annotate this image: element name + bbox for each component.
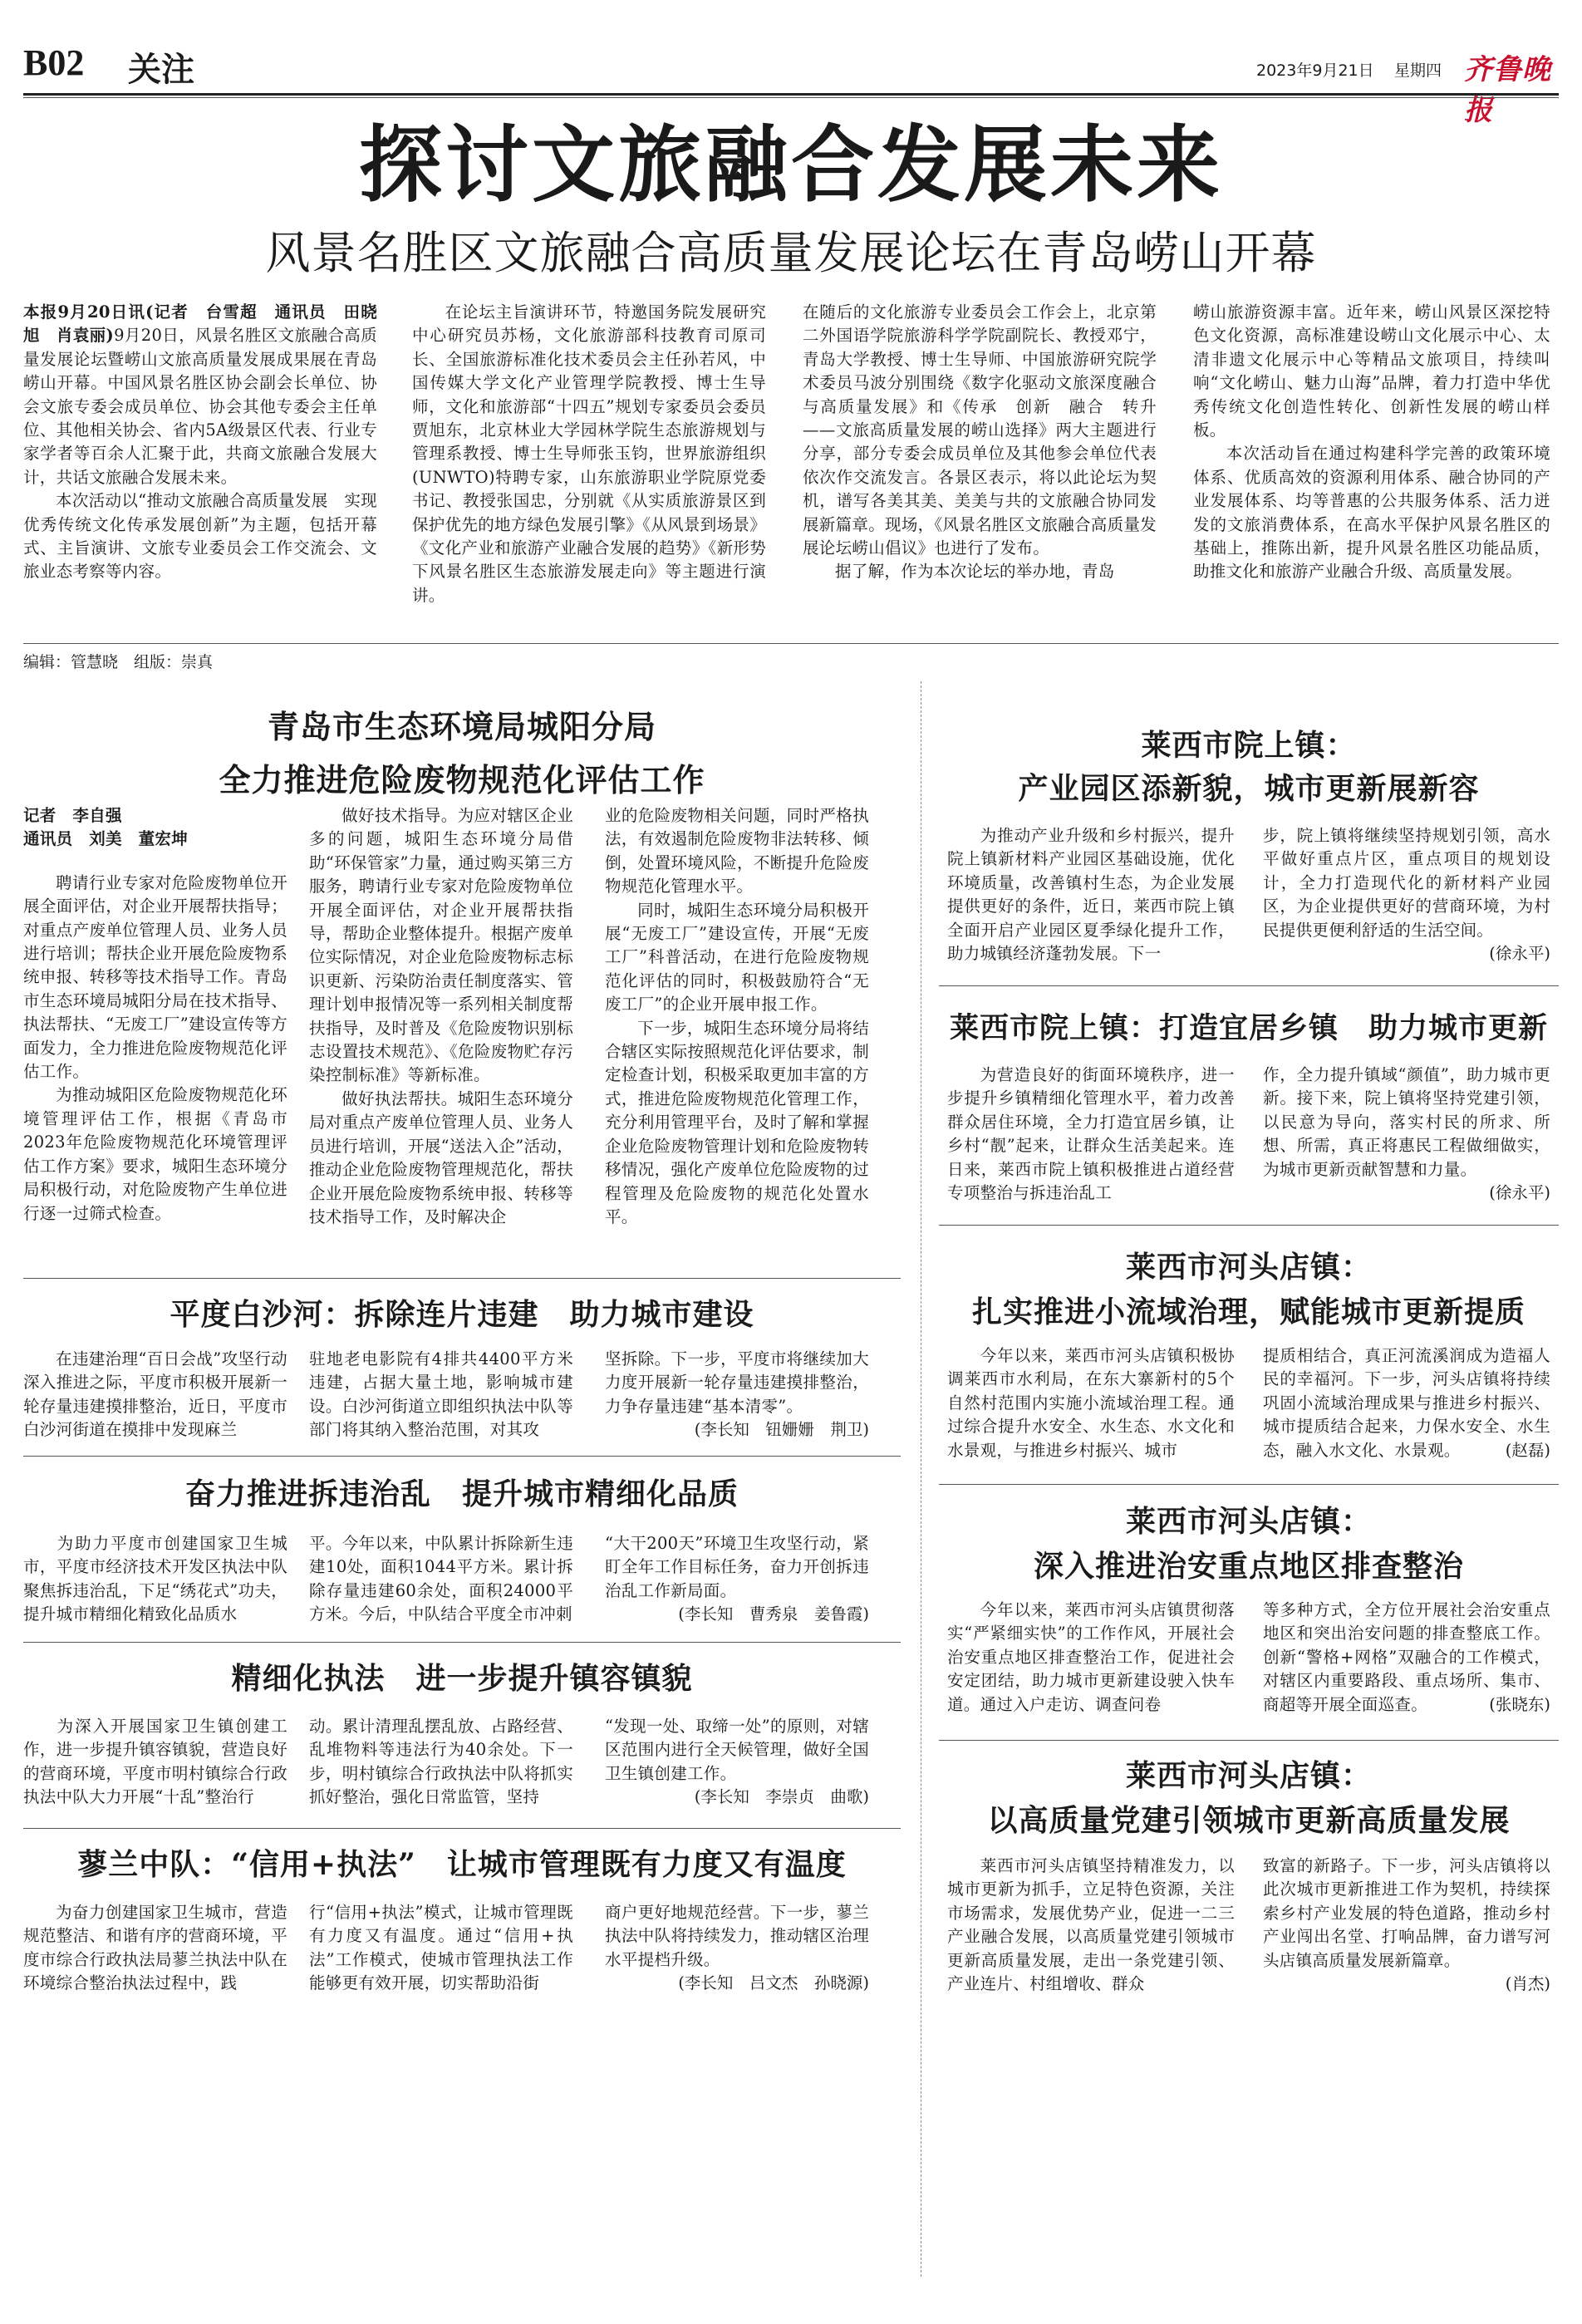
article-chaiwei-col1 [23,1532,287,1627]
article-hetoudian-1-col1 [947,1344,1235,1462]
article-paragraph: 做好执法帮扶。城阳生态环境分局对重点产废单位管理人员、业务人员进行培训，开展“送法入企”活动，推动企业危险废物管理规范化，帮扶企业开展危险废物系统申报、转移等技术指导工作，及时解决企 [309,1088,573,1226]
article-signature: (徐永平) [1489,1183,1550,1203]
lead-paragraph: 在随后的文化旅游专业委员会工作会上，北京第二外国语学院旅游科学学院副院长、教授邓宁，青岛大学教授、博士生导师、中国旅游研究院学术委员马波分别围绕《数字化驱动文旅深度融合与高质量发展》和《传承 创新 融合 转升——文旅高质量发展的崂山选择》两大主题进行分享，部分专委会成员单位及其他参会单位代表依次作交流发言。各景区表示，将以此论坛为契机，谱写各美其美、美美与共的文旅融合协同发展新篇章。现场，《风景名胜区文旅融合高质量发展论坛崂山倡议》也进行了发布。 [803,302,1157,558]
article-title-line1: 莱西市河头店镇： [1125,1758,1372,1793]
article-hetoudian-3 [939,1755,1559,1841]
lead-paragraph: 本次活动旨在通过构建科学完善的政策环境体系、优质高效的资源利用体系、融合协同的产业发展体系、均等普惠的公共服务体系、活力迸发的文旅消费体系，在高水平保护风景名胜区的基础上，推陈出新，提升风景名胜区功能品质，助推文化和旅游产业融合升级、高质量发展。 [1193,444,1550,582]
reporter-byline: 通讯员 刘美 董宏坤 [23,829,189,849]
article-chengyang-col2 [309,804,573,1229]
article-paragraph: 行“信用+执法”模式，让城市管理既有力度又有温度。通过“信用+执法”工作模式，使城市管理执法工作能够更有效开展，切实帮助沿街 [309,1903,573,1993]
article-hetoudian-3-col1 [947,1855,1235,1996]
article-paragraph: 今年以来，莱西市河头店镇贯彻落实“严紧细实快”的工作作风，开展社会治安重点地区排查整治工作，促进社会安定团结，助力城市更新建设驶入快车道。通过入户走访、调查问卷 [947,1600,1235,1714]
article-paragraph: 今年以来，莱西市河头店镇积极协调莱西市水利局，在东大寨新村的5个自然村范围内实施小流域治理工程。通过综合提升水安全、水生态、水文化和水景观，与推进乡村振兴、城市 [947,1346,1235,1460]
article-signature: (张晓东) [1489,1695,1550,1715]
issue-date: 2023年9月21日 [1256,61,1374,80]
article-baishahe-col2 [309,1348,573,1442]
reporter-byline: 记者 李自强 [23,806,122,825]
issue-weekday: 星期四 [1394,61,1442,80]
article-signature: (徐永平) [1489,944,1550,964]
article-chaiwei-col2 [309,1532,573,1627]
article-yuanshang-2-col1 [947,1064,1235,1205]
section-name: 关注 [128,50,194,89]
editor-credit: 编辑：管慧晓 组版：崇真 [23,653,214,671]
article-mingcun-col1 [23,1715,287,1810]
article-yuanshang-1-col2 [1263,824,1550,965]
article-baishahe-col1 [23,1348,287,1442]
article-paragraph: 莱西市河头店镇坚持精准发力，以城市更新为抓手，立足特色资源，关注市场需求，发展优势产业，促进一二三产业融合发展，以高质量党建引领城市更新高质量发展，走出一条党建引领、产业连片、村组增收、群众 [947,1856,1235,1994]
article-paragraph: 动。累计清理乱摆乱放、占路经营、乱堆物料等违法行为40余处。下一步，明村镇综合行政执法中队将抓实抓好整治，强化日常监管，坚持 [309,1717,573,1807]
article-paragraph: 为推动产业升级和乡村振兴，提升院上镇新材料产业园区基础设施，优化环境质量，改善镇村生态，为企业发展提供更好的条件，近日，莱西市院上镇全面开启产业园区夏季绿化提升工作，助力城镇经济蓬勃发展。下一 [947,826,1235,964]
article-signature: (李长知 吕文杰 孙晓源) [678,1973,869,1993]
article-paragraph: 作，全力提升镇域“颜值”，助力城市更新。接下来，院上镇将坚持党建引领，以民意为导向，落实村民的所求、所想、所需，真正将惠民工程做细做实，为城市更新贡献智慧和力量。 [1263,1065,1550,1179]
article-title: 蓼兰中队：“信用+执法” 让城市管理既有力度又有温度 [77,1847,847,1882]
article-liaolan-col3 [605,1901,869,1996]
article-paragraph: 为助力平度市创建国家卫生城市，平度市经济技术开发区执法中队聚焦拆违治乱，下足“绣花式”功夫，提升城市精细化精致化品质水 [23,1534,287,1624]
lead-col-1 [23,301,377,584]
article-hetoudian-2 [939,1501,1559,1587]
article-title-line2: 产业园区添新貌，城市更新展新容 [1018,771,1480,806]
article-title: 平度白沙河：拆除连片违建 助力城市建设 [170,1297,754,1332]
article-yuanshang-2-col2 [1263,1064,1550,1205]
article-yuanshang-1 [939,725,1559,809]
lead-col-4 [1193,301,1550,584]
lead-paragraph: 9月20日，风景名胜区文旅融合高质量发展论坛暨崂山文旅高质量发展成果展在青岛崂山开幕。中国风景名胜区协会副会长单位、协会文旅专委会成员单位、协会其他专委会主任单位、其他相关协会、省内5A级景区代表、行业专家学者等百余人汇聚于此，共商文旅融合发展大计，共话文旅融合发展未来。 [23,326,377,487]
article-chengyang-col3 [605,804,869,1229]
article-signature: (赵磊) [1505,1441,1550,1461]
article-paragraph: 平。今年以来，中队累计拆除新生违建10处，面积1044平方米。累计拆除存量违建60余处，面积24000平方米。今后，中队结合平度全市冲刺 [309,1534,573,1624]
article-liaolan-col1 [23,1901,287,1996]
brand-logo: 齐鲁晚报 [1464,53,1551,127]
article-paragraph: 聘请行业专家对危险废物单位开展全面评估，对企业开展帮扶指导；对重点产废单位管理人员、业务人员进行培训；帮扶企业开展危险废物系统申报、转移等技术指导工作。青岛市生态环境局城阳分局在技术指导、执法帮扶、“无废工厂”建设宣传等方面发力，全力推进危险废物规范化评估工作。 [23,872,287,1082]
article-yuanshang-1-col1 [947,824,1235,965]
article-mingcun-col2 [309,1715,573,1810]
article-paragraph: 同时，城阳生态环境分局积极开展“无废工厂”建设宣传，开展“无废工厂”科普活动，在进行危险废物规范化评估的同时，积极鼓励符合“无废工厂”的企业开展申报工作。 [605,900,869,1015]
article-mingcun-col3 [605,1715,869,1810]
article-liaolan-col2 [309,1901,573,1996]
article-paragraph: 致富的新路子。下一步，河头店镇将以此次城市更新推进工作为契机，持续探索乡村产业发展的特色道路，推动乡村产业闯出名堂、打响品牌，奋力谱写河头店镇高质量发展新篇章。 [1263,1856,1550,1970]
article-chaiwei-col3 [605,1532,869,1627]
lead-title: 探讨文旅融合发展未来 [359,115,1223,214]
article-title-line2: 深入推进治安重点地区排查整治 [1033,1549,1464,1584]
article-paragraph: 提质相结合，真正河流溪润成为造福人民的幸福河。下一步，河头店镇将持续巩固小流域治理成果与推进乡村振兴、城市提质结合起来，力保水安全、水生态，融入水文化、水景观。 [1263,1346,1550,1460]
lead-col-2 [412,301,766,607]
article-title: 莱西市院上镇：打造宜居乡镇 助力城市更新 [949,1011,1548,1045]
article-title: 精细化执法 进一步提升镇容镇貌 [231,1661,693,1696]
article-title-line2: 全力推进危险废物规范化评估工作 [219,761,705,798]
lead-paragraph: 崂山旅游资源丰富。近年来，崂山风景区深挖特色文化资源，高标准建设崂山文化展示中心、太清非遗文化展示中心等精品文旅项目，持续叫响“文化崂山、魅力山海”品牌，着力打造中华优秀传统文化创造性转化、创新性发展的崂山样板。 [1193,302,1550,440]
article-title-line1: 青岛市生态环境局城阳分局 [267,708,656,745]
article-paragraph: 在违建治理“百日会战”攻坚行动深入推进之际，平度市积极开展新一轮存量违建摸排整治，近日，平度市白沙河街道在摸排中发现麻兰 [23,1349,287,1440]
article-signature: (李长知 李崇贞 曲歌) [694,1787,869,1807]
article-paragraph: 为推动城阳区危险废物规范化环境管理评估工作，根据《青岛市2023年危险废物规范化环境管理评估工作方案》要求，城阳生态环境分局积极行动，对危险废物产生单位进行逐一过筛式检查。 [23,1085,287,1223]
lead-paragraph: 本次活动以“推动文旅融合高质量发展 实现优秀传统文化传承发展创新”为主题，包括开幕式、主旨演讲、文旅专业委员会工作交流会、文旅业态考察等内容。 [23,491,377,582]
article-hetoudian-1 [939,1246,1559,1333]
article-paragraph: 为营造良好的街面环境秩序，进一步提升乡镇精细化管理水平，着力改善群众居住环境，全力打造宜居乡镇，让乡村“靓”起来，让群众生活美起来。连日来，莱西市院上镇积极推进占道经营专项整治与拆违治乱工 [947,1065,1235,1203]
article-title: 奋力推进拆违治乱 提升城市精细化品质 [184,1476,739,1511]
lead-col-3 [803,301,1157,584]
article-signature: (李长知 钮姗姗 荆卫) [694,1420,869,1440]
article-title-line2: 扎实推进小流域治理，赋能城市更新提质 [971,1295,1526,1329]
article-paragraph: 商户更好地规范经营。下一步，蓼兰执法中队将持续发力，推动辖区治理水平提档升级。 [605,1903,869,1969]
article-paragraph: 为奋力创建国家卫生城市，营造规范整洁、和谐有序的营商环境，平度市综合行政执法局蓼兰执法中队在环境综合整治执法过程中，践 [23,1903,287,1993]
article-paragraph: 业的危险废物相关问题，同时严格执法，有效遏制危险废物非法转移、倾倒，处置环境风险，不断提升危险废物规范化管理水平。 [605,806,869,897]
lead-paragraph: 在论坛主旨演讲环节，特邀国务院发展研究中心研究员苏杨，文化旅游部科技教育司原司长、全国旅游标准化技术委员会主任孙若风，中国传媒大学文化产业管理学院教授、博士生导师，文化和旅游部“十四五”规划专家委员会委员贾旭东，北京林业大学园林学院生态旅游规划与管理系教授、博士生导师张玉钧，世界旅游组织(UNWTO)特聘专家，山东旅游职业学院原党委书记、教授张国忠，分别就《从实质旅游景区到保护优先的地方绿色发展引擎》《从风景到场景》《文化产业和旅游产业融合发展的趋势》《新形势下风景名胜区生态旅游发展走向》等主题进行演讲。 [412,302,766,605]
article-paragraph: 步，院上镇将继续坚持规划引领，高水平做好重点片区，重点项目的规划设计，全力打造现代化的新材料产业园区，为企业提供更好的营商环境，为村民提供更便利舒适的生活空间。 [1263,826,1550,940]
article-hetoudian-2-col1 [947,1599,1235,1717]
article-paragraph: “发现一处、取缔一处”的原则，对辖区范围内进行全天候管理，做好全国卫生镇创建工作。 [605,1717,869,1783]
article-hetoudian-1-col2 [1263,1344,1550,1462]
article-title-line1: 莱西市河头店镇： [1125,1504,1372,1539]
page-header [23,40,1559,127]
article-baishahe-col3 [605,1348,869,1442]
article-hetoudian-3-col2 [1263,1855,1550,1996]
article-title-line1: 莱西市河头店镇： [1125,1250,1372,1285]
article-paragraph: 驻地老电影院有4排共4400平方米违建，占据大量土地，影响城市建设。白沙河街道立即组织执法中队等部门将其纳入整治范围，对其攻 [309,1349,573,1440]
article-paragraph: 做好技术指导。为应对辖区企业多的问题，城阳生态环境分局借助“环保管家”力量，通过购买第三方服务，聘请行业专家对危险废物单位开展全面评估，对企业开展帮扶指导，帮助企业整体提升。根据产废单位实际情况，对企业危险废物标志标识更新、污染防治责任制度落实、管理计划申报情况等一系列相关制度帮扶指导，及时普及《危险废物识别标志设置技术规范》、《危险废物贮存污染控制标准》等新标准。 [309,806,573,1085]
lead-subtitle: 风景名胜区文旅融合高质量发展论坛在青岛崂山开幕 [265,227,1317,279]
article-paragraph: 为深入开展国家卫生镇创建工作，进一步提升镇容镇貌，营造良好的营商环境，平度市明村镇综合行政执法中队大力开展“十乱”整治行 [23,1717,287,1807]
article-paragraph: 等多种方式，全方位开展社会治安重点地区和突出治安问题的排查整底工作。创新“警格+网格”双融合的工作模式，对辖区内重要路段、重点场所、集市、商超等开展全面巡查。 [1263,1600,1550,1714]
page-number: B02 [23,42,85,83]
article-paragraph: 下一步，城阳生态环境分局将结合辖区实际按照规范化评估要求，制定检查计划，积极采取更加丰富的方式，推进危险废物规范化管理工作，充分利用管理平台，及时了解和掌握企业危险废物管理计划和危险废物转移情况，强化产废单位危险废物的过程管理及危险废物的规范化处置水平。 [605,1018,869,1226]
article-title-line1: 莱西市院上镇： [1141,728,1357,763]
article-chengyang [23,703,901,804]
article-chengyang-col1 [23,804,287,1226]
lead-byline: 本报9月20日讯(记者 台雪超 通讯员 田晓旭 肖袁丽) [23,302,377,346]
article-paragraph: 坚拆除。下一步，平度市将继续加大力度开展新一轮存量违建摸排整治，力争存量违建“基本清零”。 [605,1349,869,1416]
article-signature: (肖杰) [1505,1974,1550,1994]
lead-paragraph: 据了解，作为本次论坛的举办地，青岛 [835,562,1115,582]
article-title-line2: 以高质量党建引领城市更新高质量发展 [987,1803,1511,1838]
article-signature: (李长知 曹秀泉 姜鲁霞) [678,1604,869,1624]
article-paragraph: “大干200天”环境卫生攻坚行动，紧盯全年工作目标任务，奋力开创拆违治乱工作新局面。 [605,1534,869,1600]
article-hetoudian-2-col2 [1263,1599,1550,1717]
